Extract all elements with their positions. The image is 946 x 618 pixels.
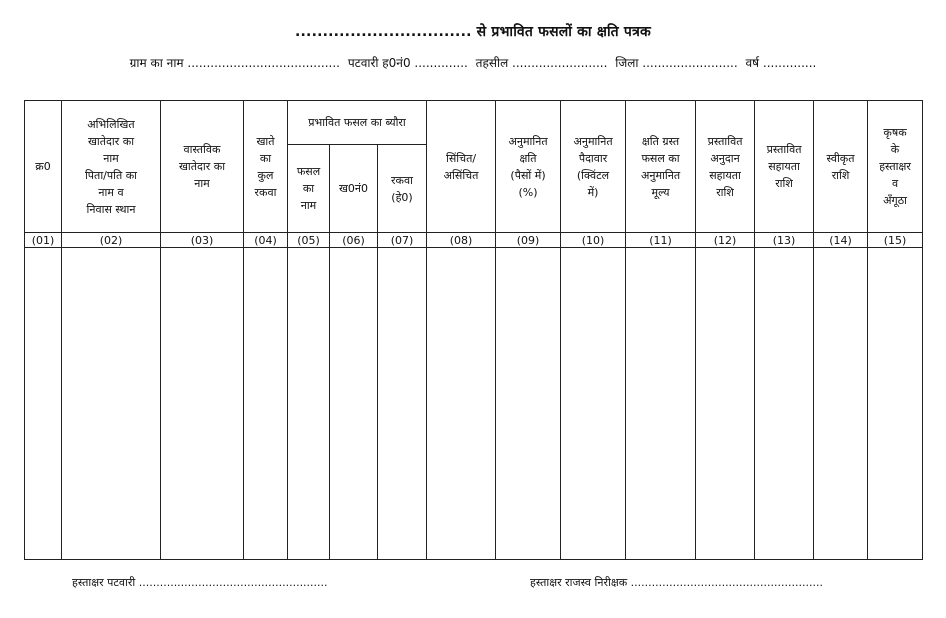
table-cell[interactable] [244,248,288,560]
col-number: (07) [378,233,427,248]
col-number: (15) [868,233,923,248]
table-cell[interactable] [561,248,626,560]
col-proposed-aid: प्रस्तावित सहायता राशि [755,101,814,233]
col-crop-name: फसल का नाम [288,145,330,233]
col-number: (06) [330,233,378,248]
table-cell[interactable] [755,248,814,560]
col-number: (01) [25,233,62,248]
table-cell[interactable] [378,248,427,560]
table-cell[interactable] [868,248,923,560]
col-actual-holder: वास्तविक खातेदार का नाम [161,101,244,233]
header-line [0,54,946,71]
inspector-signature-line: हस्ताक्षर राजस्व निरीक्षक ....................................................... [530,576,823,589]
col-number: (13) [755,233,814,248]
col-number: (03) [161,233,244,248]
table-cell[interactable] [288,248,330,560]
col-area-hectare: रकवा (हे0) [378,145,427,233]
table-cell[interactable] [330,248,378,560]
group-affected-crop: प्रभावित फसल का ब्यौरा [288,101,427,145]
col-number: (14) [814,233,868,248]
col-number: (09) [496,233,561,248]
col-serial: क्र0 [25,101,62,233]
col-number: (05) [288,233,330,248]
table-cell[interactable] [496,248,561,560]
table-cell[interactable] [62,248,161,560]
col-number: (12) [696,233,755,248]
village-field: ग्राम का नाम ........................................ [129,56,340,70]
table-cell[interactable] [626,248,696,560]
col-damaged-value: क्षति ग्रस्त फसल का अनुमानित मूल्य [626,101,696,233]
damage-table [24,100,923,560]
year-field: वर्ष .............. [745,56,817,70]
col-number: (11) [626,233,696,248]
patwari-field: पटवारी ह0नं0 .............. [347,56,468,70]
table-cell[interactable] [696,248,755,560]
col-proposed-grant: प्रस्तावित अनुदान सहायता राशि [696,101,755,233]
table-cell[interactable] [161,248,244,560]
table-cell[interactable] [427,248,496,560]
tehsil-field: तहसील ......................... [475,56,608,70]
col-khasra-no: ख0नं0 [330,145,378,233]
col-number: (02) [62,233,161,248]
col-estimated-loss: अनुमानित क्षति (पैसों में) (%) [496,101,561,233]
table-row [25,248,923,560]
col-recorded-holder: अभिलिखित खातेदार का नाम पिता/पति का नाम व निवास स्थान [62,101,161,233]
patwari-signature-line: हस्ताक्षर पटवारी ...................................................... [72,576,328,589]
col-sanctioned: स्वीकृत राशि [814,101,868,233]
table-cell[interactable] [814,248,868,560]
form-title: ................................ से प्रभावित फसलों का क्षति पत्रक [295,24,651,40]
col-farmer-signature: कृषक के हस्ताक्षर व अँगूठा [868,101,923,233]
table-cell[interactable] [25,248,62,560]
col-estimated-yield: अनुमानित पैदावार (क्विंटल में) [561,101,626,233]
col-irrigated: सिंचित/ असिंचित [427,101,496,233]
col-number: (10) [561,233,626,248]
district-field: जिला ......................... [615,56,738,70]
col-number: (04) [244,233,288,248]
col-total-area: खाते का कुल रकवा [244,101,288,233]
col-number: (08) [427,233,496,248]
